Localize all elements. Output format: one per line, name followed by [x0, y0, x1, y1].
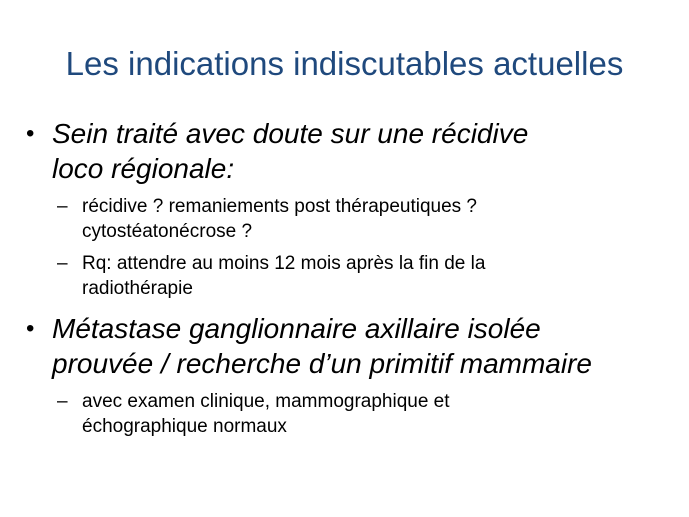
subitem-1-1: [57, 194, 674, 244]
subitem-1-2-line-1: Rq: attendre au moins 12 mois après la fin de la: [82, 253, 486, 274]
bullet-2-line-2: prouvée / recherche d’un primitif mammaire: [52, 348, 592, 379]
dash-icon: –: [57, 253, 68, 274]
subitem-1-2-line-2: radiothérapie: [82, 278, 193, 299]
bullet-2-subitems: [57, 389, 674, 439]
bullet-item-2: [24, 311, 674, 381]
bullet-2-line-1: Métastase ganglionnaire axillaire isolée: [52, 313, 541, 344]
subitem-1-1-line-1: récidive ? remaniements post thérapeutiques ?: [82, 196, 478, 217]
subitem-2-1-line-2: échographique normaux: [82, 416, 287, 437]
bullet-1-line-2: loco régionale:: [52, 153, 235, 184]
subitem-2-1: [57, 389, 674, 439]
bullet-icon: •: [26, 120, 35, 147]
subitem-2-1-line-1: avec examen clinique, mammographique et: [82, 391, 450, 412]
dash-icon: –: [57, 391, 68, 412]
slide-title: Les indications indiscutables actuelles: [65, 45, 624, 82]
bullet-1-subitems: [57, 194, 674, 301]
subitem-1-2: [57, 251, 674, 301]
bullet-1-line-1: Sein traité avec doute sur une récidive: [52, 118, 529, 149]
slide-content: [24, 116, 674, 449]
bullet-item-1: [24, 116, 674, 186]
subitem-1-1-line-2: cytostéatonécrose ?: [82, 221, 253, 242]
bullet-icon: •: [26, 315, 35, 342]
dash-icon: –: [57, 196, 68, 217]
